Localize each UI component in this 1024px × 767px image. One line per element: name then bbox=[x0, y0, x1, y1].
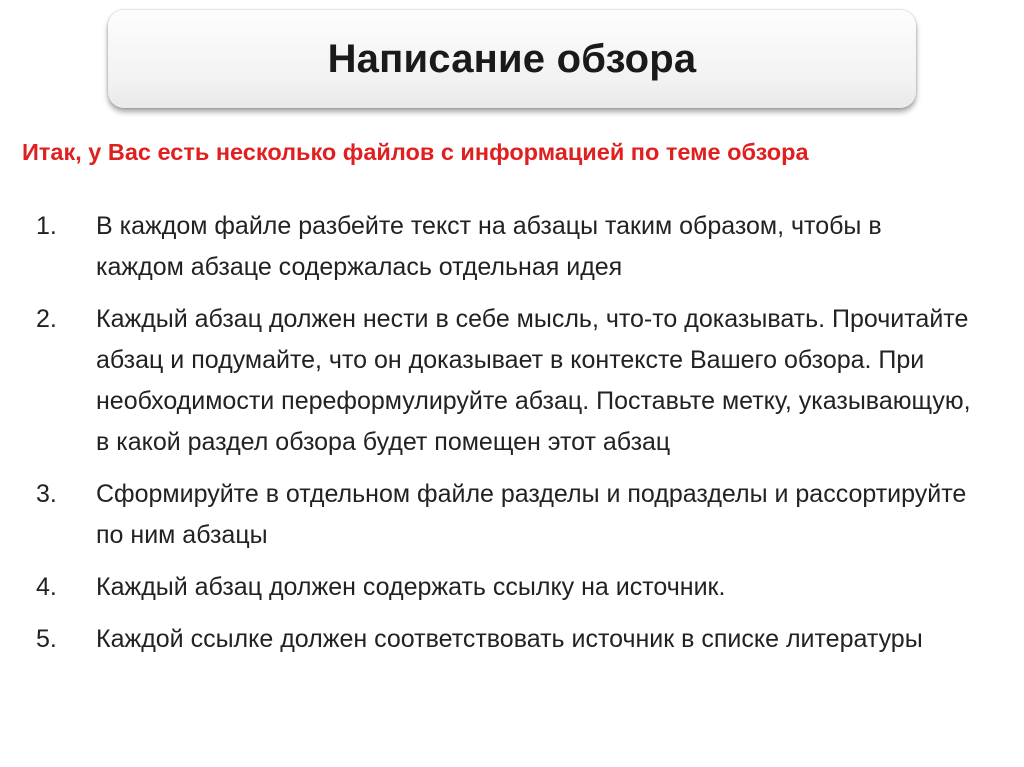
title-box bbox=[108, 10, 916, 108]
list-item bbox=[36, 619, 996, 660]
steps-list bbox=[36, 206, 996, 671]
list-item bbox=[36, 299, 996, 463]
step-number: 5. bbox=[36, 625, 57, 653]
list-item bbox=[36, 474, 996, 556]
slide-title: Написание обзора bbox=[327, 36, 697, 81]
step-number: 4. bbox=[36, 573, 57, 601]
step-text: Каждой ссылке должен соответствовать источник в списке литературы bbox=[96, 625, 923, 653]
step-number: 2. bbox=[36, 305, 57, 333]
slide-subtitle: Итак, у Вас есть несколько файлов с информацией по теме обзора bbox=[22, 139, 809, 165]
step-text: В каждом файле разбейте текст на абзацы таким образом, чтобы в каждом абзаце содержалась отдельная идея bbox=[96, 212, 882, 281]
step-number: 3. bbox=[36, 480, 57, 508]
step-text: Каждый абзац должен нести в себе мысль, что-то доказывать. Прочитайте абзац и подумайте, что он доказывает в контексте Вашего обзора. При необходимости переформулируйте абзац. Поставьте метку, указывающую, в какой раздел обзора будет помещен этот абзац bbox=[96, 305, 971, 456]
step-text: Сформируйте в отдельном файле разделы и подразделы и рассортируйте по ним абзацы bbox=[96, 480, 967, 549]
list-item bbox=[36, 567, 996, 608]
step-number: 1. bbox=[36, 212, 57, 240]
list-item bbox=[36, 206, 996, 288]
step-text: Каждый абзац должен содержать ссылку на источник. bbox=[96, 573, 726, 601]
